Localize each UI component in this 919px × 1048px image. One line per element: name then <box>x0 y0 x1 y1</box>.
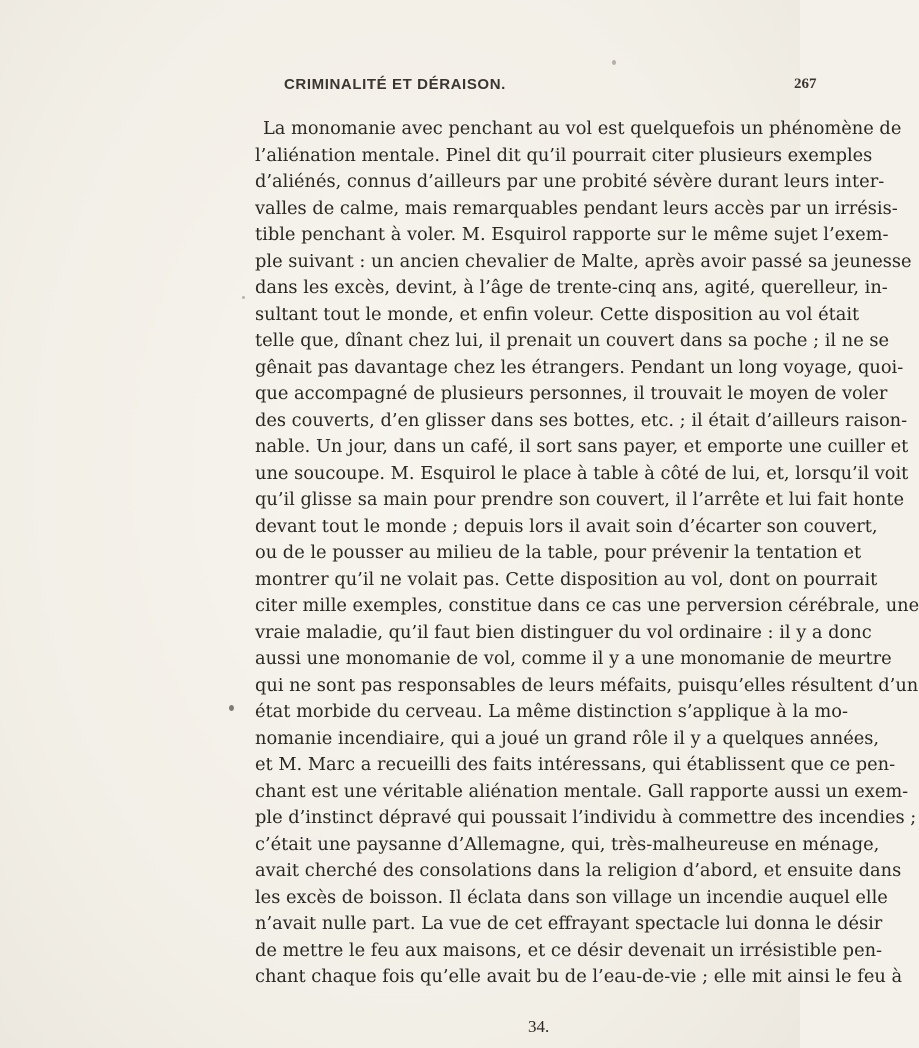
text-line: montrer qu’il ne volait pas. Cette disposition au vol, dont on pourrait <box>255 568 878 590</box>
text-line: n’avait nulle part. La vue de cet effrayant spectacle lui donna le désir <box>255 913 883 934</box>
text-line: gênait pas davantage chez les étrangers. Pendant un long voyage, quoi- <box>255 356 904 378</box>
text-line: ple suivant : un ancien chevalier de Malte, après avoir passé sa jeunesse <box>255 250 912 272</box>
text-line: chant est une véritable aliénation mentale. Gall rapporte aussi un exem- <box>255 780 909 802</box>
text-line: les excès de boisson. Il éclata dans son village un incendie auquel elle <box>255 886 888 908</box>
body-text <box>255 116 919 991</box>
page-header <box>284 72 817 94</box>
text-line: citer mille exemples, constitue dans ce cas une perversion cérébrale, une <box>255 595 919 616</box>
text-line: état morbide du cerveau. La même distinction s’applique à la mo- <box>255 701 849 722</box>
text-line: La monomanie avec penchant au vol est quelquefois un phénomène de <box>263 118 902 139</box>
text-line: c’était une paysanne d’Allemagne, qui, très-malheureuse en ménage, <box>255 833 880 855</box>
text-line: l’aliénation mentale. Pinel dit qu’il pourrait citer plusieurs exemples <box>255 144 873 166</box>
ink-spot <box>612 60 616 65</box>
text-line: une soucoupe. M. Esquirol le place à table à côté de lui, et, lorsqu’il voit <box>255 462 909 484</box>
text-line: ou de le pousser au milieu de la table, pour prévenir la tentation et <box>255 542 862 563</box>
text-line: qui ne sont pas responsables de leurs méfaits, puisqu’elles résultent d’un <box>255 674 919 696</box>
ink-spot <box>229 705 234 711</box>
text-line: et M. Marc a recueilli des faits intéressans, qui établissent que ce pen- <box>255 754 896 775</box>
text-line: des couverts, d’en glisser dans ses bottes, etc. ; il était d’ailleurs raison- <box>255 409 908 431</box>
text-line: ple d’instinct dépravé qui poussait l’individu à commettre des incendies ; <box>255 807 917 828</box>
text-line: aussi une monomanie de vol, comme il y a une monomanie de meurtre <box>255 648 892 669</box>
text-line: devant tout le monde ; depuis lors il avait soin d’écarter son couvert, <box>255 515 878 537</box>
text-line: d’aliénés, connus d’ailleurs par une probité sévère durant leurs inter- <box>255 171 885 192</box>
text-line: dans les excès, devint, à l’âge de trente-cinq ans, agité, querelleur, in- <box>255 277 888 298</box>
signature-mark: 34. <box>528 1017 550 1036</box>
text-line: nable. Un jour, dans un café, il sort sans payer, et emporte une cuiller et <box>255 436 909 457</box>
ink-spot <box>242 296 245 299</box>
text-line: sultant tout le monde, et enfin voleur. Cette disposition au vol était <box>255 303 860 325</box>
text-line: tible penchant à voler. M. Esquirol rapporte sur le même sujet l’exem- <box>255 224 889 245</box>
text-line: chant chaque fois qu’elle avait bu de l’eau-de-vie ; elle mit ainsi le feu à <box>255 966 903 987</box>
page-number: 267 <box>794 76 817 92</box>
text-line: telle que, dînant chez lui, il prenait un couvert dans sa poche ; il ne se <box>255 330 890 351</box>
text-line: vraie maladie, qu’il faut bien distinguer du vol ordinaire : il y a donc <box>255 621 872 643</box>
text-line: de mettre le feu aux maisons, et ce désir devenait un irrésistible pen- <box>255 939 883 961</box>
text-line: valles de calme, mais remarquables pendant leurs accès par un irrésis- <box>255 197 898 219</box>
text-line: qu’il glisse sa main pour prendre son couvert, il l’arrête et lui fait honte <box>255 489 905 510</box>
text-line: que accompagné de plusieurs personnes, il trouvait le moyen de voler <box>255 383 888 404</box>
text-line: nomanie incendiaire, qui a joué un grand rôle il y a quelques années, <box>255 727 880 749</box>
running-title: CRIMINALITÉ ET DÉRAISON. <box>284 76 506 93</box>
text-line: avait cherché des consolations dans la religion d’abord, et ensuite dans <box>255 860 902 881</box>
